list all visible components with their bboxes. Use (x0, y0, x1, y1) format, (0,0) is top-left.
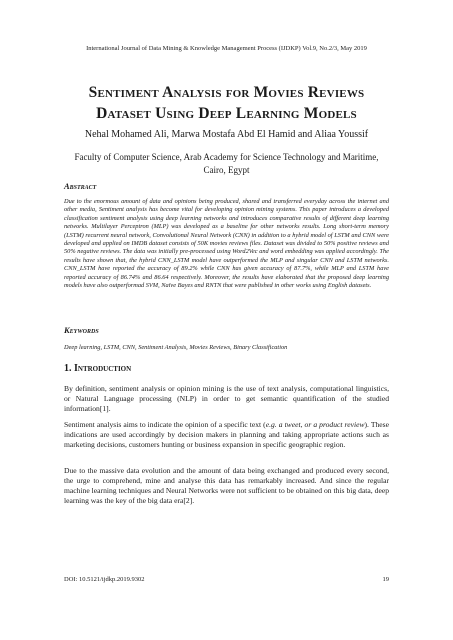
intro-paragraph-2 (64, 420, 389, 450)
intro-paragraph-3: Due to the massive data evolution and the amount of data being exchanged and produced every second, the urge to comprehend, mine and analyse this data has remarkably increased. And since the regular machine learning techniques and Neural Networks were not sufficient to be obtained on this big data, deep learning was the key of the big data era[2]. (64, 466, 389, 505)
page-number: 19 (382, 576, 389, 583)
footer-doi: DOI: 10.5121/ijdkp.2019.9302 (64, 576, 145, 583)
abstract-heading: Abstract (64, 181, 97, 191)
paper-title-line2: Dataset Using Deep Learning Models (96, 105, 357, 122)
intro-paragraph-2-example: e.g. a tweet, or a product review (265, 420, 365, 429)
journal-header: International Journal of Data Mining & Knowledge Management Process (IJDKP) Vol.9, No.2/3, May 2019 (86, 45, 367, 52)
keywords-heading: Keywords (64, 325, 99, 335)
paper-title-line1: Sentiment Analysis for Movies Reviews (88, 84, 365, 101)
abstract-text: Due to the enormous amount of data and opinions being produced, shared and transferred everyday across the internet and other media, Sentiment analysis has become vital for developing opinion mining systems. This paper introduces a developed classification sentiment analysis using deep learning networks and introduces comparative results of different deep learning networks. Multilayer Perceptron (MLP) was developed as a baseline for other networks results. Long short-term memory (LSTM) recurrent neural network, Convolutional Neural Network (CNN) in addition to a hybrid model of LSTM and CNN were developed and applied on IMDB dataset consists of 50K movies reviews files. Dataset was divided to 50% positive reviews and 50% negative reviews. The data was initially pre-processed using Word2Vec and word embedding was applied accordingly. The results have shown that, the hybrid CNN_LSTM model have outperformed the MLP and singular CNN and LSTM networks. CNN_LSTM have reported the accuracy of 89.2% while CNN has given accuracy of 87.7%, while MLP and LSTM have reported accuracy of 86.74% and 86.64 respectively. Moreover, the results have elaborated that the proposed deep learning models have also outperformad SVM, Naïve Bayes and RNTN that were published in other works using English datasets. (64, 198, 389, 290)
section-heading-introduction: 1. Introduction (64, 363, 132, 374)
authors: Nehal Mohamed Ali, Marwa Mostafa Abd El Hamid and Aliaa Youssif (84, 129, 369, 140)
keywords-text: Deep learning, LSTM, CNN, Sentiment Analysis, Movies Reviews, Binary Classification (64, 344, 288, 351)
intro-paragraph-1: By definition, sentiment analysis or opinion mining is the use of text analysis, computational linguistics, or Natural Language processing (NLP) in order to get semantic quantification of the studied information[1]. (64, 384, 389, 413)
intro-paragraph-2-end: ). These indications are used accordingly by decision makers in planning and taking appropriate actions such as marketing decisions, customers hunting or business expansion in specific geographic region. (64, 420, 389, 449)
affiliation-line2: Cairo, Egypt (203, 165, 250, 175)
paper-title (40, 82, 413, 124)
affiliation (60, 151, 393, 177)
affiliation-line1: Faculty of Computer Science, Arab Academy for Science Technology and Maritime, (74, 152, 379, 162)
intro-paragraph-2-start: Sentiment analysis aims to indicate the opinion of a specific text ( (64, 420, 266, 429)
